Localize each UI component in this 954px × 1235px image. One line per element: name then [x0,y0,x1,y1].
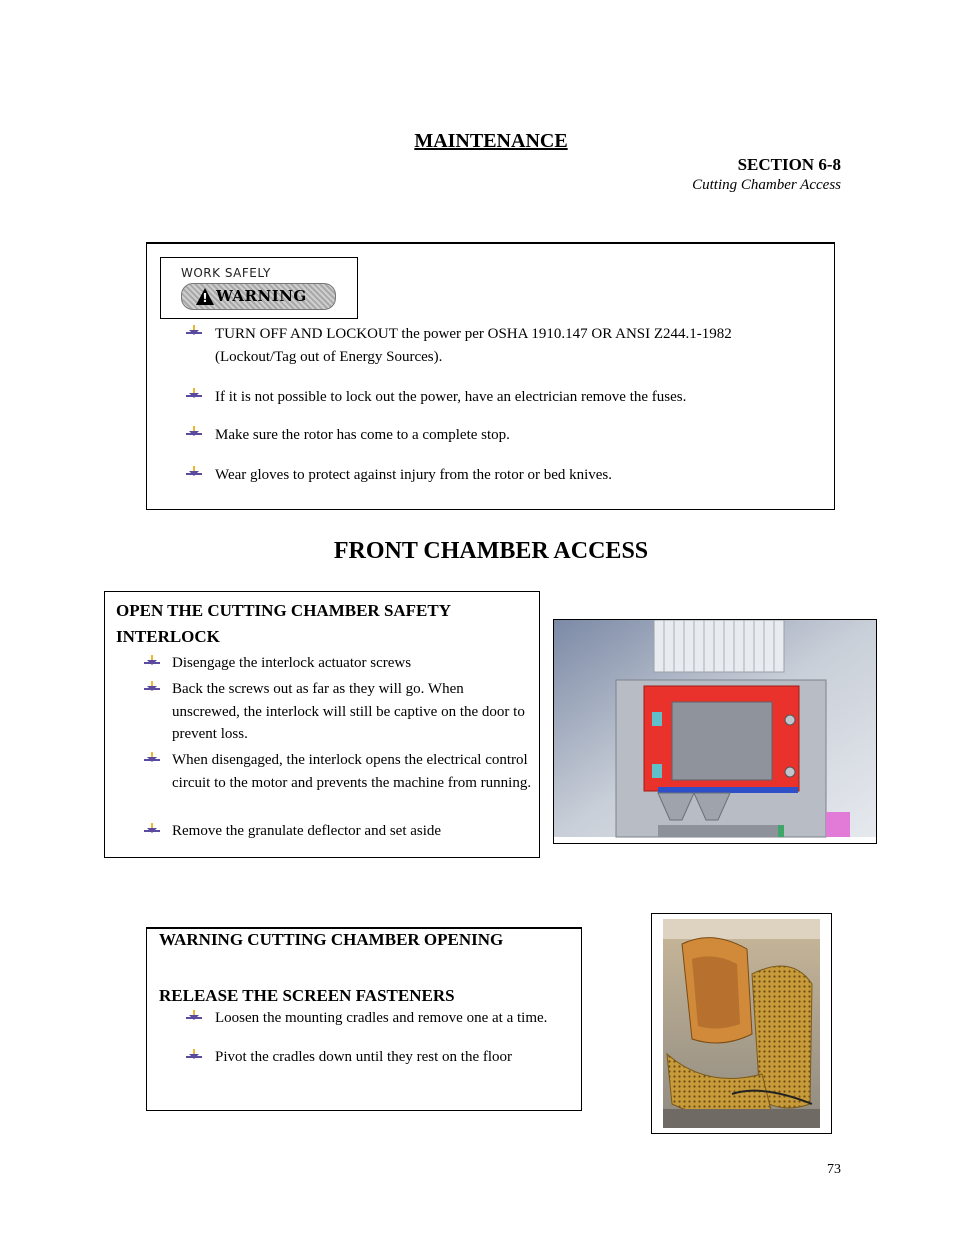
interlock-item: Remove the granulate deflector and set aside [172,823,442,839]
bullet-arrow-icon [186,1010,204,1024]
bullet-arrow-icon [186,1049,204,1063]
warning-item: Make sure the rotor has come to a complete stop. [215,427,510,443]
interlock-item: Back the screws out as far as they will go. When unscrewed, the interlock will still be captive on the door to prevent loss. [172,681,525,742]
warning-sign: ! WARNING [181,283,336,310]
warning-item: Wear gloves to protect against injury from the rotor or bed knives. [215,467,613,483]
cutting-chamber-photo [651,913,832,1134]
interlock-item: When disengaged, the interlock opens the electrical control circuit to the motor and prevents the machine from running. [172,752,532,791]
bullet-arrow-icon [144,681,162,695]
bullet-arrow-icon [186,325,204,339]
warning-item: TURN OFF AND LOCKOUT the power per OSHA 1910.147 OR ANSI Z244.1-1982 (Lockout/Tag out of Energy Sources). [215,326,732,365]
section-number: SECTION 6-8 [737,155,841,174]
granulator-illustration [554,620,876,843]
front-chamber-heading: FRONT CHAMBER ACCESS [333,538,649,564]
interlock-item: Disengage the interlock actuator screws [172,655,412,671]
bullet-arrow-icon [144,655,162,669]
badge-caption: WORK SAFELY [181,266,271,280]
release-item: Loosen the mounting cradles and remove one at a time. [215,1010,548,1026]
warning-label: WARNING [216,287,307,305]
bullet-arrow-icon [144,752,162,766]
bullet-arrow-icon [144,823,162,837]
granulator-front-photo [553,619,877,844]
work-safely-warning-badge [160,257,358,319]
page-title: MAINTENANCE [414,130,568,152]
cutting-chamber-illustration [652,914,831,1133]
bullet-arrow-icon [186,388,204,402]
page-number: 73 [827,1162,841,1177]
release-fasteners-heading: RELEASE THE SCREEN FASTENERS [159,986,455,1005]
interlock-title: OPEN THE CUTTING CHAMBER SAFETY INTERLOCK [116,601,451,646]
bullet-arrow-icon [186,466,204,480]
warning-item: If it is not possible to lock out the power, have an electrician remove the fuses. [215,389,687,405]
release-item: Pivot the cradles down until they rest on the floor [215,1049,513,1065]
warning-chamber-heading: WARNING CUTTING CHAMBER OPENING [159,930,504,949]
bullet-arrow-icon [186,426,204,440]
section-subtitle: Cutting Chamber Access [692,177,841,193]
